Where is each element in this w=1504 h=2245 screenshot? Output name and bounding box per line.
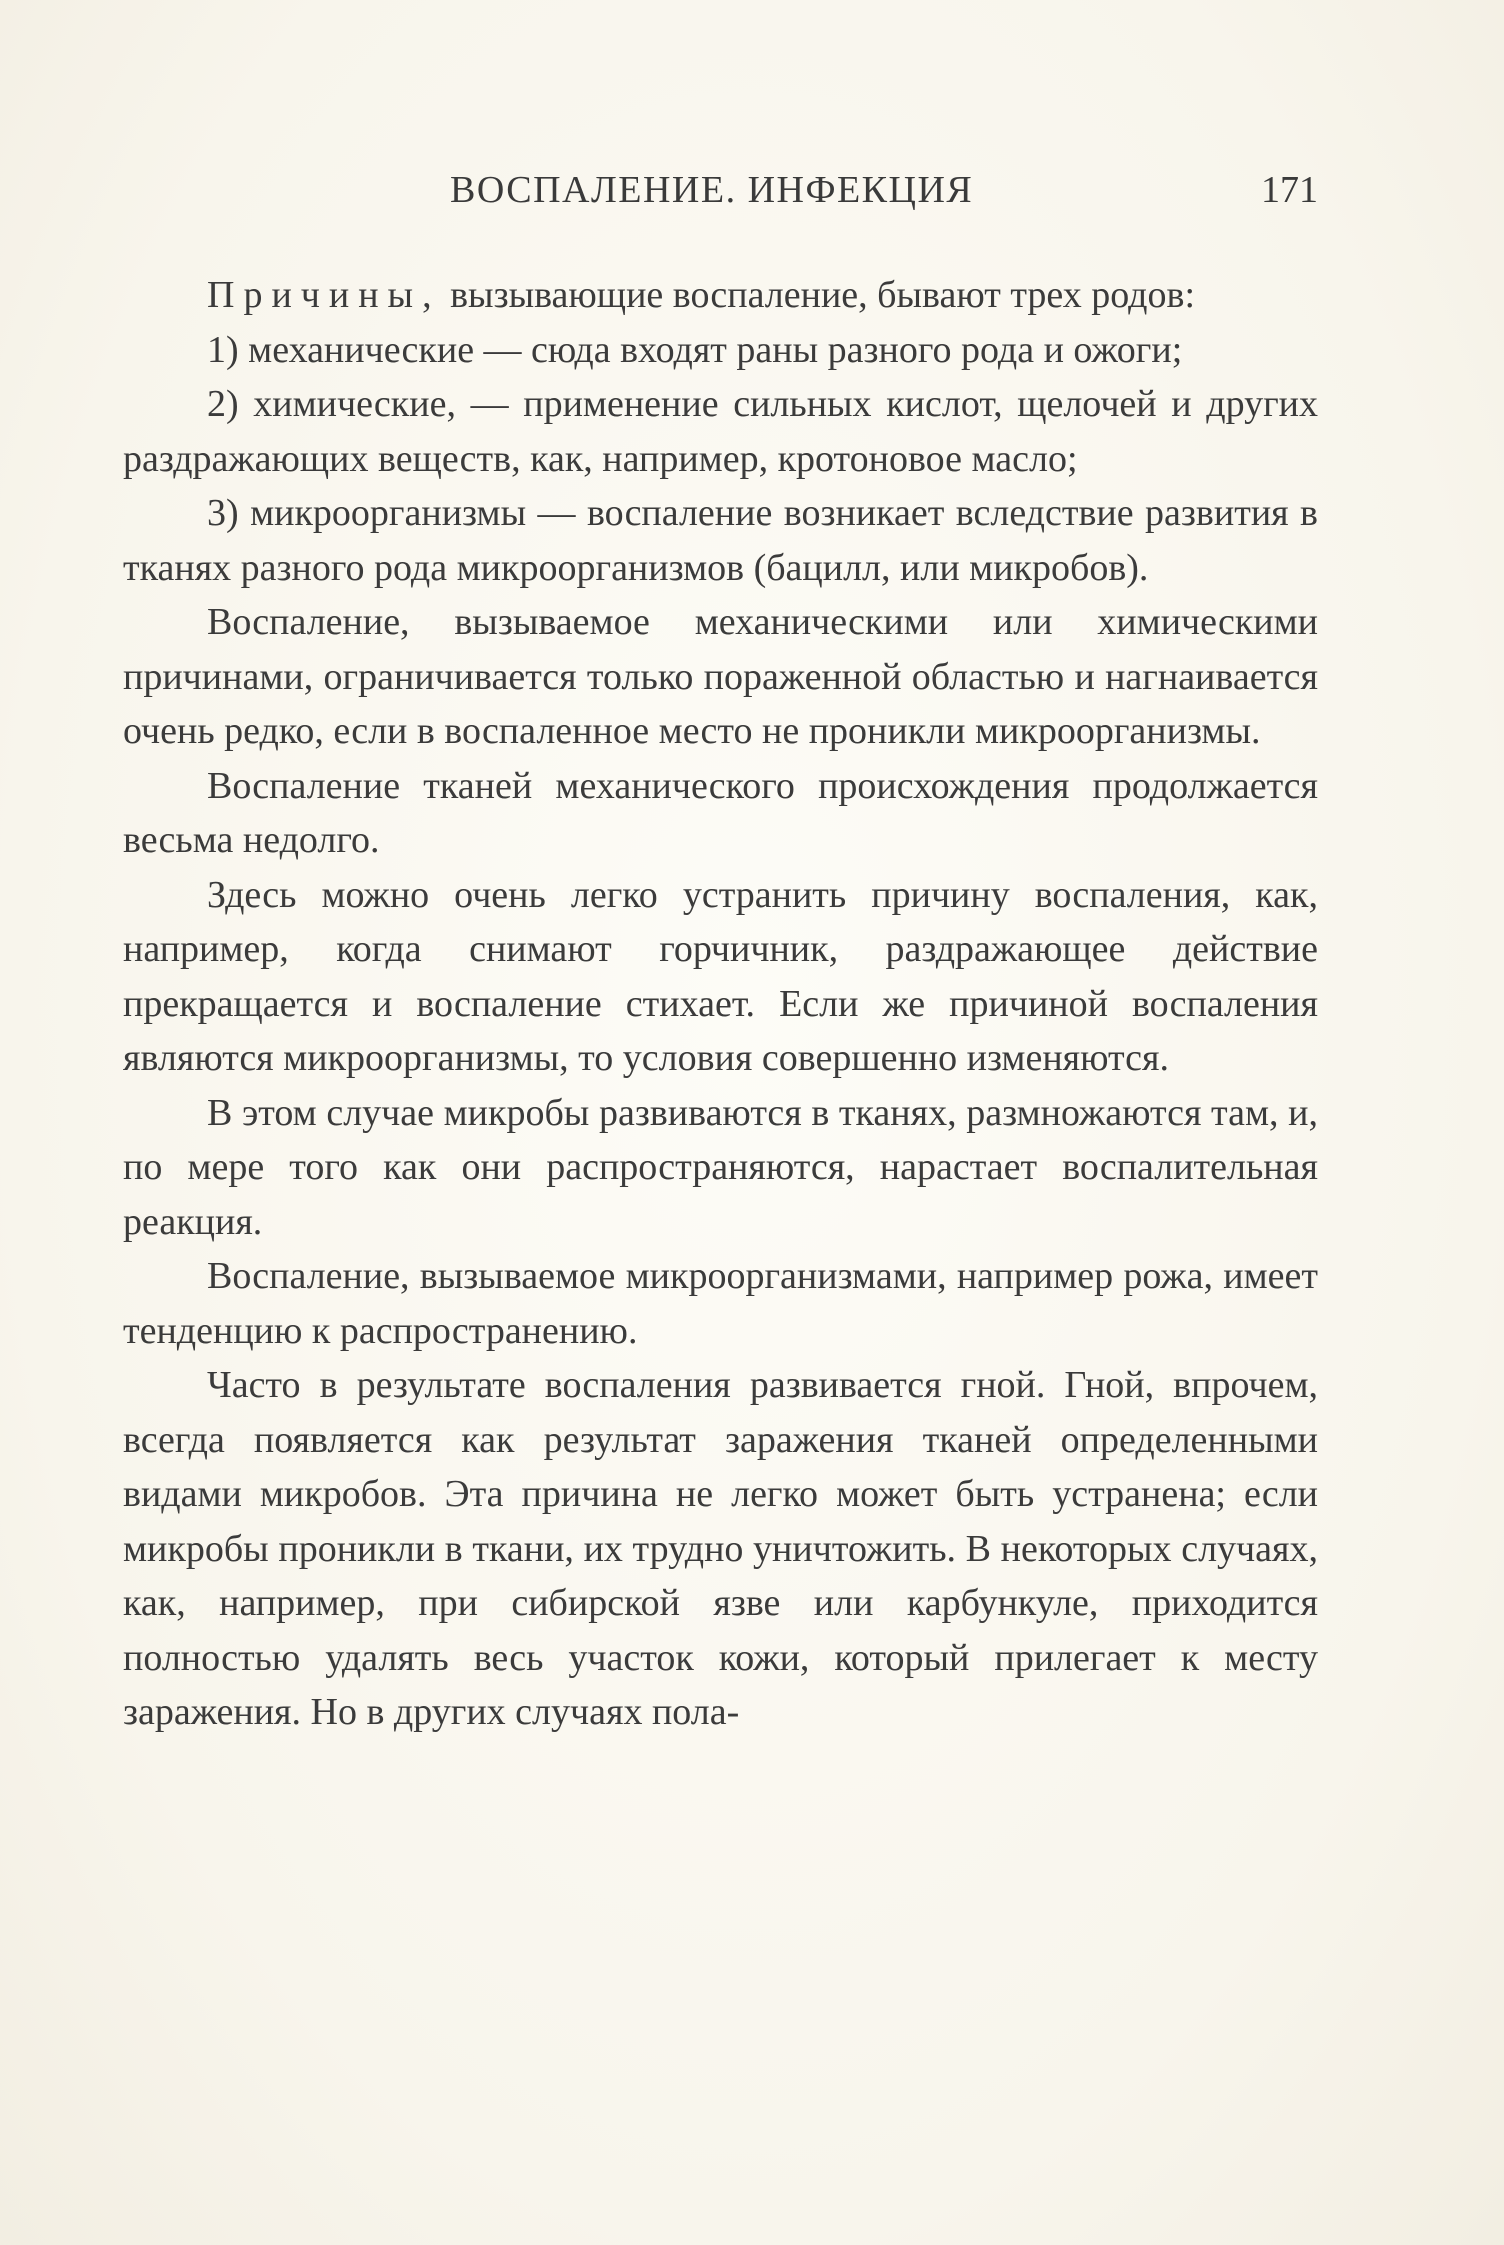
paragraph-pus: Часто в результате воспаления развивается гной. Гной, впрочем, всегда появляется как результат заражения тканей определенными видами микробов. Эта причина не легко может быть устранена; если микробы проникли в ткани, их трудно уничтожить. В некоторых случаях, как, например, при сибирской язве или карбункуле, приходится полностью удалять весь участок кожи, который прилегает к месту заражения. Но в других случаях пола- (123, 1364, 1318, 1733)
paragraph-microorganisms: 3) микроорганизмы — воспаление возникает вследствие развития в тканях разного рода микроорганизмов (бацилл, или микробов). (123, 492, 1318, 589)
paragraph-remove-cause: Здесь можно очень легко устранить причину воспаления, как, например, когда снимают горчичник, раздражающее действие прекращается и воспаление стихает. Если же причиной воспаления являются микроорганизмы, то условия совершенно изменяются. (123, 873, 1318, 1079)
paragraph-text: вызывающие воспаление, бывают трех родов: (440, 274, 1196, 316)
running-header (200, 168, 1318, 218)
body-text (123, 268, 1318, 1740)
page-number: 171 (1261, 169, 1318, 211)
paragraph-short-duration: Воспаление тканей механического происхождения продолжается весьма недолго. (123, 764, 1318, 861)
paragraph-microbes-spread: В этом случае микробы развиваются в тканях, размножаются там, и, по мере того как они распространяются, нарастает воспалительная реакция. (123, 1091, 1318, 1243)
emphasized-word: Причины, (207, 274, 441, 316)
paragraph-mechanical: 1) механические — сюда входят раны разного рода и ожоги; (207, 328, 1183, 371)
paragraph-localized-inflammation: Воспаление, вызываемое механическими или химическими причинами, ограничивается только пораженной областью и нагнаивается очень редко, если в воспаленное место не проникли микроорганизмы. (123, 601, 1318, 752)
paragraph-causes-intro (123, 268, 1318, 323)
paragraph-chemical: 2) химические, — применение сильных кислот, щелочей и других раздражающих веществ, как, например, кротоновое масло; (123, 383, 1318, 480)
chapter-title: ВОСПАЛЕНИЕ. ИНФЕКЦИЯ (450, 169, 974, 211)
paragraph-erysipelas: Воспаление, вызываемое микроорганизмами, например рожа, имеет тенденцию к распространению. (123, 1255, 1318, 1352)
